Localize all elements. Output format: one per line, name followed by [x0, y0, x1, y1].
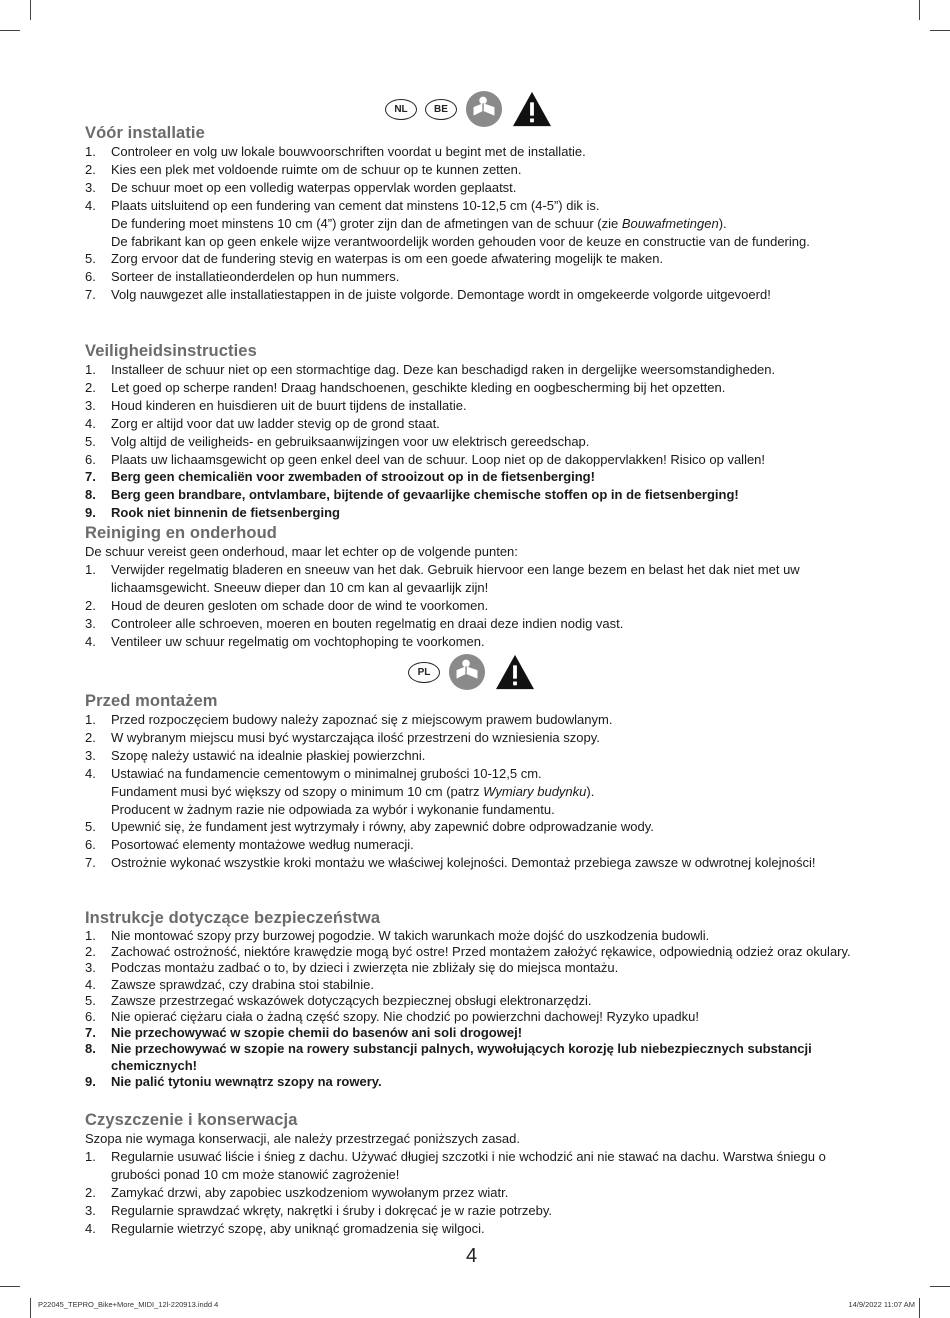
list-item: 4. Plaats uitsluitend op een fundering van cement dat minstens 10-12,5 cm (4-5”) dik is. De fundering moet minstens 10 cm (4”) groter zijn dan de afmetingen van de schuur (zie Bouwafmetingen). De fabrikant kan op geen enkele wijze verantwoordelijk worden gehouden voor de keuze en constructie van de fundering. [85, 197, 810, 249]
list-item: 2. W wybranym miejscu musi być wystarczająca ilość przestrzeni do wzniesienia szopy. [85, 729, 600, 745]
list-item: 4. Zawsze sprawdzać, czy drabina stoi stabilnie. [85, 976, 375, 992]
page-number: 4 [466, 1245, 478, 1267]
list-item: 5. Upewnić się, że fundament jest wytrzymały i równy, aby zapewnić dobre odprowadzanie wody. [85, 819, 654, 835]
pl-safety-section [85, 909, 875, 1090]
list-item: 2. Zachować ostrożność, niektóre krawędzie mogą być ostre! Przed montażem założyć rękawice, odpowiednią odzież oraz okulary. [85, 944, 851, 960]
list-item: 1. Nie montować szopy przy burzowej pogodzie. W takich warunkach może dojść do uszkodzenia budowli. [85, 928, 710, 943]
list-item: 3. Regularnie sprawdzać wkręty, nakrętki i śruby i dokręcać je w razie potrzeby. [85, 1202, 552, 1218]
list-item: 1. Regularnie usuwać liście i śnieg z dachu. Używać długiej szczotki i nie wchodzić ani nie stawać na dachu. Warstwa śniegu o grubości ponad 10 cm może stanowić zagrożenie! [85, 1148, 826, 1182]
list-item: 6. Posortować elementy montażowe według numeracji. [85, 837, 414, 853]
list-item: 7. Berg geen chemicaliën voor zwembaden of strooizout op in de fietsenberging! [85, 469, 595, 485]
crop-mark [30, 0, 31, 20]
nl-safety-section [85, 342, 875, 522]
section-title: Instrukcje dotyczące bezpieczeństwa [85, 909, 381, 927]
warning-triangle-icon [494, 653, 536, 691]
pl-pre-install-section [85, 692, 875, 872]
list-item: 8. Nie przechowywać w szopie na rowery substancji palnych, wywołujących korozję lub niebezpiecznych substancji chemicznych! [85, 1041, 812, 1073]
crop-mark [930, 30, 950, 31]
list-item: 3. Podczas montażu zadbać o to, by dzieci i zwierzęta nie zbliżały się do miejsca montażu. [85, 960, 619, 976]
read-manual-icon [465, 90, 503, 128]
list-item: 2. Let goed op scherpe randen! Draag handschoenen, geschikte kleding en oogbescherming bij het opzetten. [85, 379, 726, 395]
list-item: 1. Controleer en volg uw lokale bouwvoorschriften voordat u begint met de installatie. [85, 144, 586, 159]
section-title: Vóór installatie [85, 124, 205, 142]
language-badge-nl: NL [385, 99, 417, 120]
list-item: 2. Kies een plek met voldoende ruimte om de schuur op te kunnen zetten. [85, 161, 522, 177]
list-item: 5. Volg altijd de veiligheids- en gebruiksaanwijzingen voor uw elektrisch gereedschap. [85, 433, 590, 449]
list-item: 3. De schuur moet op een volledig waterpas oppervlak worden geplaatst. [85, 179, 517, 195]
list-item: 1. Przed rozpoczęciem budowy należy zapoznać się z miejscowym prawem budowlanym. [85, 712, 613, 727]
list-item: 6. Sorteer de installatieonderdelen op hun nummers. [85, 269, 400, 285]
crop-mark [0, 1286, 20, 1287]
list-item: 7. Ostrożnie wykonać wszystkie kroki montażu we właściwej kolejności. Demontaż przebiega zawsze w odwrotnej kolejności! [85, 855, 816, 871]
list-item: 6. Nie opierać ciężaru ciała o żadną część szopy. Nie chodzić po powierzchni dachowej! Ryzyko upadku! [85, 1009, 699, 1025]
section-title: Reiniging en onderhoud [85, 524, 277, 542]
section-intro: Szopa nie wymaga konserwacji, ale należy przestrzegać poniższych zasad. [85, 1131, 520, 1146]
nl-pre-install-section [85, 124, 875, 304]
list-item: 8. Berg geen brandbare, ontvlambare, bijtende of gevaarlijke chemische stoffen op in de fietsenberging! [85, 487, 739, 503]
list-item: 2. Zamykać drzwi, aby zapobiec uszkodzeniom wywołanym przez wiatr. [85, 1184, 509, 1200]
footer-timestamp: 14/9/2022 11:07 AM [848, 1300, 915, 1309]
nl-safety-list [85, 361, 875, 522]
list-item: 9. Nie palić tytoniu wewnątrz szopy na rowery. [85, 1073, 382, 1089]
pl-safety-list [85, 928, 875, 1090]
list-item: 3. Controleer alle schroeven, moeren en bouten regelmatig en draai deze indien nodig vast. [85, 615, 624, 631]
footer-filename: P22045_TEPRO_Bike+More_MIDI_12l-220913.indd 4 [38, 1300, 219, 1309]
section-title: Veiligheidsinstructies [85, 342, 257, 360]
list-item: 4. Regularnie wietrzyć szopę, aby uniknąć gromadzenia się wilgoci. [85, 1220, 485, 1236]
list-item: 3. Szopę należy ustawić na idealnie płaskiej powierzchni. [85, 747, 426, 763]
pl-maintenance-list [85, 1148, 875, 1238]
list-item: 3. Houd kinderen en huisdieren uit de buurt tijdens de installatie. [85, 397, 467, 413]
pl-pre-install-list [85, 711, 875, 872]
section-intro: De schuur vereist geen onderhoud, maar let echter op de volgende punten: [85, 544, 518, 559]
list-item: 2. Houd de deuren gesloten om schade door de wind te voorkomen. [85, 597, 489, 613]
list-item: 4. Zorg er altijd voor dat uw ladder stevig op de grond staat. [85, 415, 440, 431]
crop-mark [30, 1298, 31, 1318]
list-item: 7. Nie przechowywać w szopie chemii do basenów ani soli drogowej! [85, 1025, 523, 1041]
list-item: 1. Installeer de schuur niet op een stormachtige dag. Deze kan beschadigd raken in dergelijke weersomstandigheden. [85, 362, 776, 377]
list-item: 6. Plaats uw lichaamsgewicht op geen enkel deel van de schuur. Loop niet op de dakoppervlakken! Risico op vallen! [85, 451, 766, 467]
nl-maintenance-section [85, 524, 875, 650]
crop-mark [919, 1298, 920, 1318]
list-item: 7. Volg nauwgezet alle installatiestappen in de juiste volgorde. Demontage wordt in omgekeerde volgorde uitgevoerd! [85, 287, 771, 303]
section-title: Czyszczenie i konserwacja [85, 1111, 298, 1129]
crop-mark [930, 1286, 950, 1287]
crop-mark [919, 0, 920, 20]
language-badge-be: BE [425, 99, 457, 120]
list-item: 9. Rook niet binnenin de fietsenberging [85, 505, 340, 521]
nl-maintenance-list [85, 561, 875, 651]
crop-mark [0, 30, 20, 31]
list-item: 4. Ustawiać na fundamencie cementowym o minimalnej grubości 10-12,5 cm. Fundament musi być większy od szopy o minimum 10 cm (patrz Wymiary budynku). Producent w żadnym razie nie odpowiada za wybór i wykonanie fundamentu. [85, 765, 595, 817]
nl-icon-row [385, 90, 553, 128]
nl-pre-install-list [85, 143, 875, 304]
list-item: 5. Zawsze przestrzegać wskazówek dotyczących bezpiecznej obsługi elektronarzędzi. [85, 992, 592, 1008]
section-title: Przed montażem [85, 692, 218, 710]
list-item: 4. Ventileer uw schuur regelmatig om vochtophoping te voorkomen. [85, 633, 485, 649]
list-item: 1. Verwijder regelmatig bladeren en sneeuw van het dak. Gebruik hiervoor een lange bezem en belast het dak niet met uw lichaamsgewicht. Sneeuw dieper dan 10 cm kan al gevaarlijk zijn! [85, 561, 800, 595]
pl-icon-row [408, 653, 536, 691]
list-item: 5. Zorg ervoor dat de fundering stevig en waterpas is om een goede afwatering mogelijk te maken. [85, 251, 664, 267]
language-badge-pl: PL [408, 662, 440, 683]
warning-triangle-icon [511, 90, 553, 128]
read-manual-icon [448, 653, 486, 691]
pl-maintenance-section [85, 1111, 875, 1237]
